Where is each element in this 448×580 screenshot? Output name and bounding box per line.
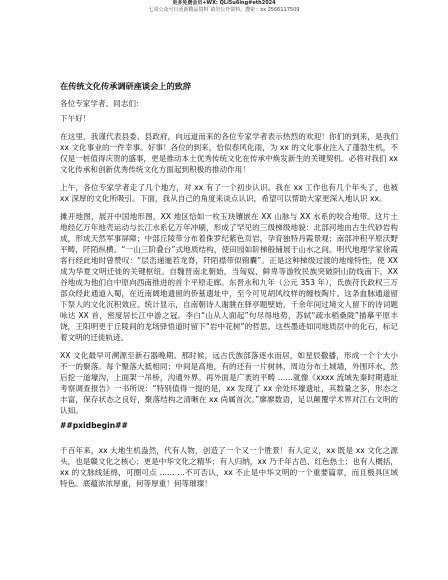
document-title: 在传统文化传承调研座谈会上的致辞 — [60, 81, 192, 91]
paragraph-2: 上午，各位专家学者走了几个地方，对 xx 有了一个初步认识。我在 xx 工作也有几个年头了，也被 xx 深厚的文化所吸引。下面，我从自己的角度来谈点认识，希望可以帮助大家更深入地认识 xx。 — [60, 183, 398, 203]
paragraph-4: XX 文化最早可溯源至新石器晚期。那时候，远古氏族部落逐水而居，如星辰撒播，形成一个个大小不一的聚落。每个聚落大抵相同；中间是高地，有的还有一片树林，周边分布土城墙，外围环水，然后挖一道壕沟，上面架一吊桥，沟通外界。再外面是广袤的平畴 ……就像《xxxx 流域先秦时期遗址考察调查报告》一书所说：“特别值得一提的是，xx 发现了 xx 余处环壕遗址，其数量之多，形态之丰富，保存状态之良好，聚落结构之清晰在 xx 尚属首次。”廖廖数语，足以颠覆学术界对江右文明的认知。 — [60, 351, 398, 415]
header-line-1: 更多免费会员+WX: QLi5u6ing#eth2024 — [172, 0, 276, 6]
paragraph-5: 千百年来，xx 大地生机盎然，代有人物，创造了一个又一个胜景！有人定义，xx 既是 xx 文化之源头，也是赣文化之核心；更是中华文化之精华；有人归纳，xx 乃千年古邑、红色热土；也有人概括，xx 的文脉线延绵，可圈可点 …… …不可否认，xx 不止是中华文明的一个重要篇章，而且极具区域特色。底蕴浓浓厚重，何等厚重！何等璀璨！ — [60, 446, 398, 488]
document-body — [60, 80, 398, 496]
greeting-afternoon: 下午好！ — [60, 114, 91, 123]
paragraph-1: 在这里，我谨代表县委、县政府，向远道而来的各位专家学者表示热烈的欢迎！你们的到来，是我们 xx 文化事业的一件幸事。好事！各位的到来，恰似春风化雨，为 xx 的文化事业注入了蓬勃生机，不仅是一桩值得庆贺的盛事，更是推动本土优秀传统文化在传承中焕发新生的关键契机。必将对我们 xx 文化传承和创新优秀传统文化方面起到积极的推动作用！ — [60, 132, 398, 174]
greeting: 各位专家学者、同志们： — [60, 99, 144, 108]
page-header — [0, 0, 448, 14]
header-line-2: 七哥公众号日更新精品资料 请勿公开资料。搜索：xx 2566117509 — [148, 7, 300, 13]
begin-marker: ##pxidbegin## — [60, 421, 128, 430]
paragraph-3: 摊开地图，展开中国地形图，XX 地区恰如一枚玉玦镶嵌在 XX 山脉与 XX 水系的咬合地带。这片土地经亿万年地壳运动与长江水系亿万年冲刷，形成了罕见的三级梯级地貌：北部河地由古生代砂岩构成，形成天然军事屏障；中部丘陵带分布着侏罗纪紫色页岩，孕育独特丹霞景观；南部冲积平原沃野平畴，阡陌纵横。“一山三阶叠台”式地质结构，使田园如阶梯般铺展于山水之间。明代地理学家徐霞客行经此地时曾赞叹：“层峦递逦若龙脊，阡陌襟带似锦囊”。正是这种梯级过渡的地缘特性，使 XX 成为华夏文明迁徙的关键枢纽。自魏晋南北朝始，当匈奴、鲜卑等游牧民族突破阴山防线南下，XX 谷地成为他们自中原向西南推进的首个平原走廊。东晋永和九年（公元 353 年），氐族苻氏政权三万部众经此通道入蜀，在近南阔地遗留的侨墓遗址中，至今可见胡风纹样的缠枝陶片。这条血脉通道留下祭人的文化沉积效应。统计显示，自南朝诗人谢朓在驿亭题壁始，千余年间过境文人留下的诗词题咏达 XX 首，密度居长江中游之冠。李白“山从人面起”句尽得地势，苏轼“疏水稻桑陇”描摹平原丰饶，王阳明更于丘陵间的龙场驿悟道时留下“岩中花树”的哲思。这些墨迹如同地质层中的化石，标记着文明的迁徙轨迹。 — [60, 212, 398, 342]
